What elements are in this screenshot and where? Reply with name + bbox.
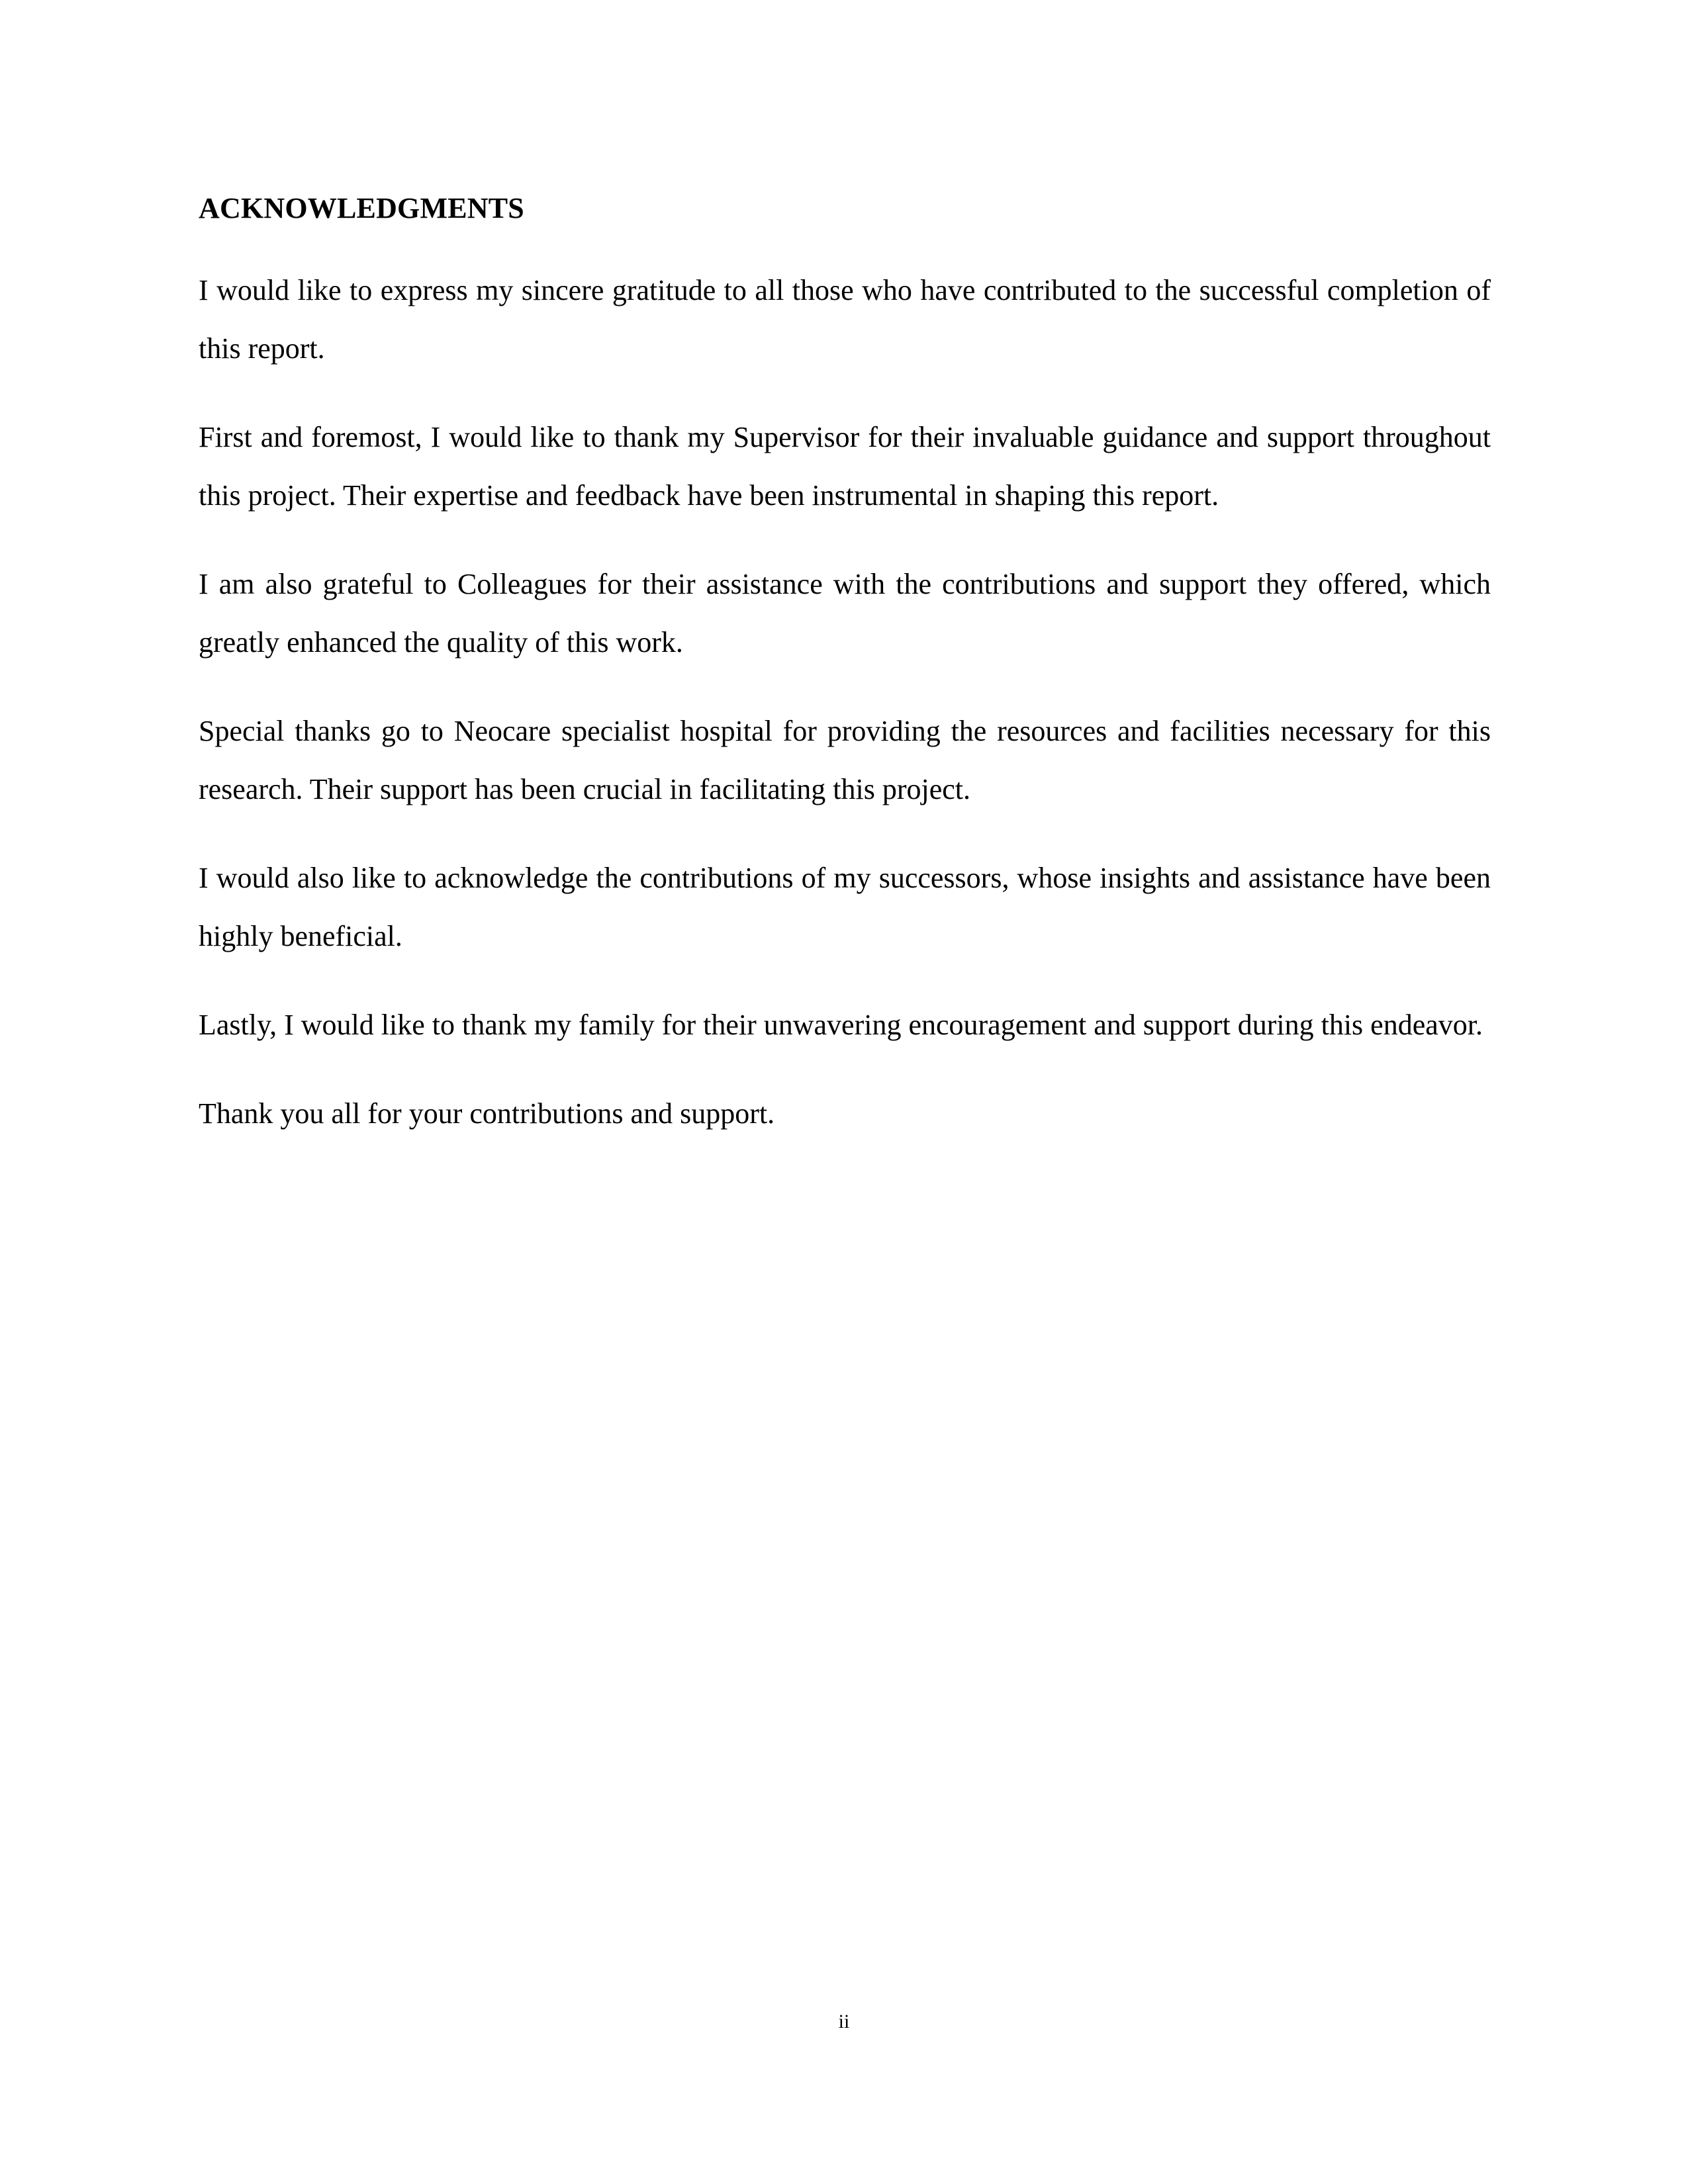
- paragraph-closing: Thank you all for your contributions and support.: [199, 1097, 775, 1130]
- paragraph-family: Lastly, I would like to thank my family for their unwavering encouragement and support during this endeavor.: [199, 1008, 1483, 1041]
- page-footer: [0, 2012, 1688, 2032]
- page-title: ACKNOWLEDGMENTS: [199, 192, 524, 224]
- page-content: [199, 192, 1491, 1143]
- paragraph-colleagues: I am also grateful to Colleagues for their assistance with the contributions and support they offered, which greatly enhanced the quality of this work.: [199, 567, 1491, 659]
- page-number: ii: [838, 2011, 850, 2032]
- paragraph-successors: I would also like to acknowledge the contributions of my successors, whose insights and assistance have been highly beneficial.: [199, 861, 1491, 952]
- paragraph-hospital: Special thanks go to Neocare specialist hospital for providing the resources and facilities necessary for this research. Their support has been crucial in facilitating this project.: [199, 714, 1491, 805]
- paragraph-gratitude: I would like to express my sincere gratitude to all those who have contributed to the successful completion of this report.: [199, 273, 1491, 365]
- paragraph-supervisor: First and foremost, I would like to thank my Supervisor for their invaluable guidance and support throughout this project. Their expertise and feedback have been instrumental in shaping this report.: [199, 420, 1491, 512]
